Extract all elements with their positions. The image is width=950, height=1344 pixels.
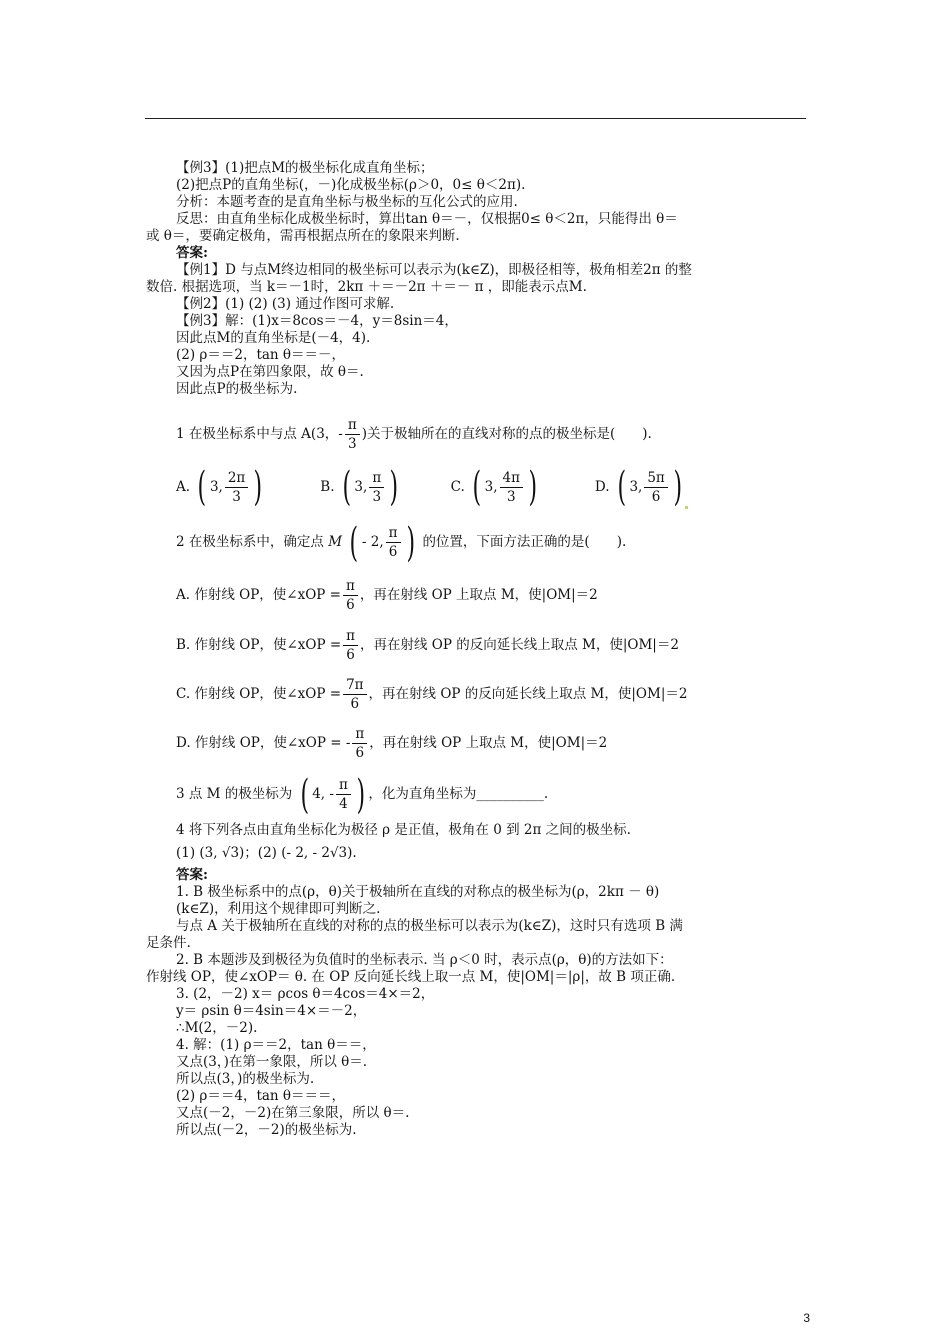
option-text: A. 作射线 OP，使∠xOP = bbox=[176, 587, 341, 603]
text-line: 3. (2，－2) x＝ ρcos θ＝4cos＝4×＝2， bbox=[176, 986, 435, 1002]
q1-prefix: 1 在极坐标系中与点 A(3， bbox=[176, 426, 339, 442]
option-den: 3 bbox=[232, 488, 241, 505]
q3-suffix: ，化为直角坐标为__________. bbox=[368, 786, 549, 802]
q1-fraction bbox=[345, 416, 360, 453]
text-line: (2) ρ＝＝4，tan θ＝＝＝， bbox=[176, 1088, 346, 1104]
q3-prefix: 3 点 M 的极坐标为 bbox=[176, 786, 293, 802]
option-den: 6 bbox=[355, 745, 365, 761]
q1-option-d: D. ( 3, $\frac{5\pi}{6}$ ) bbox=[595, 465, 705, 509]
option-den: 6 bbox=[350, 696, 360, 712]
q1-options bbox=[176, 464, 808, 509]
option-den: 3 bbox=[372, 488, 382, 505]
q2-prefix: 2 在极坐标系中，确定点 bbox=[176, 534, 324, 550]
text-line: (k∈Z)，利用这个规律即可判断之. bbox=[176, 901, 381, 917]
text-line: 数倍. 根据选项，当 k＝－1时，2kπ ＋＝－2π ＋＝－ π ，即能表示点M. bbox=[146, 279, 587, 295]
q1-option-b: B. ( 3, $\frac{\pi}{3}$ ) bbox=[320, 464, 399, 510]
text-line: 因此点P的极坐标为. bbox=[176, 381, 298, 397]
text-line: 2. B 本题涉及到极径为负值时的坐标表示. 当 ρ＜0 时，表示点(ρ，θ)的方法如下： bbox=[176, 952, 673, 968]
text-line: 所以点(3，)的极坐标为. bbox=[176, 1071, 315, 1087]
option-text: ，再在射线 OP 上取点 M，使|OM|＝2 bbox=[359, 587, 598, 603]
option-text: 3, bbox=[484, 478, 498, 495]
text-line: 4. 解：(1) ρ＝＝2，tan θ＝＝， bbox=[176, 1037, 376, 1053]
text-line: 【例1】D 与点M终边相同的极坐标可以表示为(k∈Z)，即极径相等，极角相差2π 的整 bbox=[176, 262, 692, 278]
q3-num: π bbox=[336, 776, 351, 795]
option-num: 7π bbox=[343, 676, 366, 695]
answer-heading: 答案: bbox=[176, 245, 208, 261]
text-line: 【例3】解：(1)x＝8cos＝－4，y＝8sin＝4， bbox=[176, 313, 458, 329]
text-line: (2)把点P的直角坐标(，－)化成极坐标(ρ＞0，0≤ θ＜2π). bbox=[176, 177, 526, 193]
option-den: 6 bbox=[346, 647, 355, 663]
q2-option-a bbox=[176, 573, 808, 617]
option-num: 5π bbox=[644, 469, 667, 488]
text-line: 1. B 极坐标系中的点(ρ，θ)关于极轴所在直线的对称点的极坐标为(ρ，2kπ － θ) bbox=[176, 884, 660, 900]
option-text: 3, bbox=[629, 478, 643, 495]
q2-den: 6 bbox=[388, 544, 398, 560]
q1-suffix: )关于极轴所在的直线对称的点的极坐标是( ). bbox=[361, 426, 652, 442]
page-number: 3 bbox=[803, 1311, 810, 1325]
q1-frac-den: 3 bbox=[347, 436, 357, 452]
option-text: 3, bbox=[354, 478, 368, 495]
option-num: π bbox=[343, 627, 358, 646]
option-num: 2π bbox=[225, 469, 248, 488]
option-den: 3 bbox=[506, 488, 516, 505]
q1-option-a: A. ( 3, $\frac{2\pi}{3}$ ) bbox=[176, 464, 263, 510]
text-line: 与点 A 关于极轴所在直线的对称的点的极坐标可以表示为(k∈Z)，这时只有选项 B 满 bbox=[176, 918, 683, 934]
option-label: D. bbox=[594, 478, 610, 495]
text-line: 反思：由直角坐标化成极坐标时，算出tan θ＝－，仅根据0≤ θ＜2π，只能得出 θ＝ bbox=[176, 211, 678, 227]
text-line: 分析：本题考查的是直角坐标与极坐标的互化公式的应用. bbox=[176, 194, 518, 210]
option-text: ，再在射线 OP 的反向延长线上取点 M，使|OM|＝2 bbox=[360, 637, 679, 653]
q1-option-c: C. ( 3, $\frac{4\pi}{3}$ ) bbox=[450, 464, 538, 510]
option-label: A. bbox=[176, 478, 191, 495]
text-line: 因此点M的直角坐标是(－4，4). bbox=[176, 330, 371, 346]
q1-frac-num: π bbox=[345, 416, 360, 435]
q1-minus: - bbox=[338, 426, 343, 442]
q2-option-c bbox=[176, 672, 808, 716]
text-line: ∴M(2，－2). bbox=[176, 1020, 258, 1036]
option-label: B. bbox=[320, 478, 335, 495]
answer-heading: 答案: bbox=[176, 867, 208, 883]
q2-option-d bbox=[176, 721, 808, 765]
q2-option-b bbox=[176, 623, 808, 667]
q4-line: 4 将下列各点由直角坐标化为极径 ρ 是正值，极角在 0 到 2π 之间的极坐标. bbox=[176, 822, 631, 838]
option-label: C. bbox=[450, 478, 465, 495]
text-line: 足条件. bbox=[146, 935, 191, 951]
option-text: ，再在射线 OP 的反向延长线上取点 M，使|OM|＝2 bbox=[368, 686, 688, 702]
q2-inner: - 2, bbox=[361, 534, 384, 550]
option-den: 6 bbox=[651, 488, 661, 505]
option-text: B. 作射线 OP，使∠xOP = bbox=[176, 637, 342, 653]
text-line: 作射线 OP，使∠xOP＝ θ. 在 OP 反向延长线上取一点 M，使|OM|＝|ρ|，故 B 项正确. bbox=[146, 969, 676, 985]
text-line: 又点(3，)在第一象限，所以 θ＝. bbox=[176, 1054, 368, 1070]
text-line: 所以点(－2，－2)的极坐标为. bbox=[176, 1122, 357, 1138]
q4-line: (1) (3, √3)；(2) (- 2, - 2√3). bbox=[176, 845, 357, 861]
q2-num: π bbox=[386, 524, 401, 543]
q2-suffix: 的位置，下面方法正确的是( ). bbox=[422, 534, 627, 550]
option-text: ，再在射线 OP 上取点 M，使|OM|＝2 bbox=[369, 735, 608, 751]
text-line: 又因为点P在第四象限，故 θ＝. bbox=[176, 364, 364, 380]
option-den: 6 bbox=[346, 597, 355, 613]
option-text: D. 作射线 OP，使∠xOP = - bbox=[176, 735, 351, 751]
option-text: 3, bbox=[209, 478, 223, 495]
q3-inner: 4, - bbox=[312, 786, 334, 802]
option-num: π bbox=[343, 577, 358, 596]
q2-point: M bbox=[328, 534, 343, 550]
text-line: 又点(－2，－2)在第三象限，所以 θ＝. bbox=[176, 1105, 410, 1121]
option-num: π bbox=[369, 469, 384, 488]
text-line: y＝ ρsin θ＝4sin＝4×＝－2， bbox=[176, 1003, 367, 1019]
option-text: C. 作射线 OP，使∠xOP = bbox=[176, 686, 342, 702]
text-line: (2) ρ＝＝2，tan θ＝＝－， bbox=[176, 347, 346, 363]
text-line: 或 θ＝，要确定极角，需再根据点所在的象限来判断. bbox=[146, 228, 460, 244]
text-line: 【例2】(1) (2) (3) 通过作图可求解. bbox=[176, 296, 395, 312]
q3-den: 4 bbox=[339, 796, 348, 812]
text-line: 【例3】(1)把点M的极坐标化成直角坐标； bbox=[176, 160, 434, 176]
option-num: 4π bbox=[500, 469, 523, 488]
option-num: π bbox=[352, 725, 367, 744]
header-rule bbox=[145, 118, 806, 119]
